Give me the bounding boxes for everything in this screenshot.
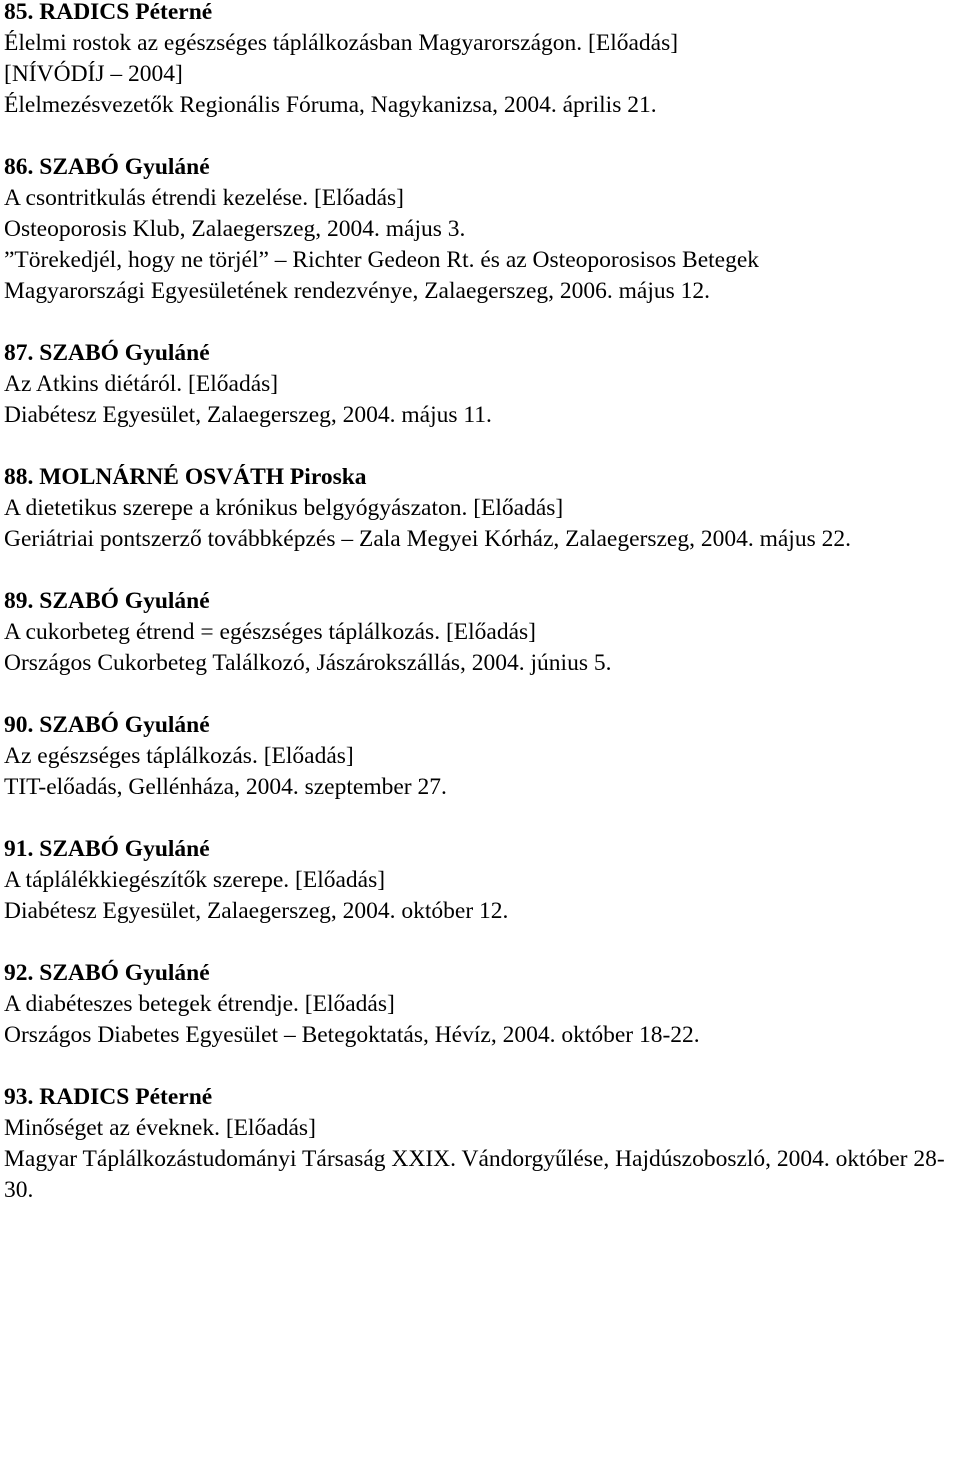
entry-number: 90. xyxy=(4,712,34,738)
entry-venue: Országos Cukorbeteg Találkozó, Jászárokszállás, 2004. június 5. xyxy=(4,650,612,676)
entry-number: 86. xyxy=(4,154,34,180)
entry-title: A táplálékkiegészítők szerepe. [Előadás] xyxy=(4,867,386,893)
entry-venue: Magyarországi Egyesületének rendezvénye, Zalaegerszeg, 2006. május 12. xyxy=(4,278,711,304)
entry-author: SZABÓ Gyuláné xyxy=(39,960,210,986)
list-item xyxy=(4,586,956,679)
list-item xyxy=(4,958,956,1051)
list-item xyxy=(4,338,956,431)
entry-title: Minőséget az éveknek. [Előadás] xyxy=(4,1115,316,1141)
list-item xyxy=(4,462,956,555)
entry-title: A cukorbeteg étrend = egészséges táplálkozás. [Előadás] xyxy=(4,619,536,645)
entry-author: SZABÓ Gyuláné xyxy=(39,154,210,180)
entry-title: Az Atkins diétáról. [Előadás] xyxy=(4,371,279,397)
entry-venue: Geriátriai pontszerző továbbképzés – Zala Megyei Kórház, Zalaegerszeg, 2004. május 22. xyxy=(4,526,851,552)
entry-venue: ”Törekedjél, hogy ne törjél” – Richter Gedeon Rt. és az Osteoporosisos Betegek xyxy=(4,247,760,273)
list-item xyxy=(4,834,956,927)
entry-number: 87. xyxy=(4,340,34,366)
entry-author: SZABÓ Gyuláné xyxy=(39,588,210,614)
entry-heading xyxy=(4,1082,956,1113)
entry-author: SZABÓ Gyuláné xyxy=(39,836,210,862)
entry-venue: Országos Diabetes Egyesület – Betegoktatás, Hévíz, 2004. október 18-22. xyxy=(4,1022,700,1048)
entry-title: Élelmi rostok az egészséges táplálkozásban Magyarországon. [Előadás] xyxy=(4,30,679,56)
entry-author: MOLNÁRNÉ OSVÁTH Piroska xyxy=(39,464,367,490)
entry-venue: Osteoporosis Klub, Zalaegerszeg, 2004. május 3. xyxy=(4,216,466,242)
entry-heading xyxy=(4,958,956,989)
list-item xyxy=(4,0,956,121)
entry-heading xyxy=(4,462,956,493)
entry-award: [NÍVÓDÍJ – 2004] xyxy=(4,61,183,87)
entry-venue: Élelmezésvezetők Regionális Fóruma, Nagykanizsa, 2004. április 21. xyxy=(4,92,657,118)
entry-author: SZABÓ Gyuláné xyxy=(39,340,210,366)
entry-title: A csontritkulás étrendi kezelése. [Előadás] xyxy=(4,185,405,211)
entry-heading xyxy=(4,152,956,183)
entry-heading xyxy=(4,834,956,865)
entry-author: RADICS Péterné xyxy=(39,1084,213,1110)
list-item xyxy=(4,710,956,803)
entry-venue: TIT-előadás, Gellénháza, 2004. szeptember 27. xyxy=(4,774,447,800)
publication-list xyxy=(4,0,956,1206)
entry-heading xyxy=(4,710,956,741)
entry-author: SZABÓ Gyuláné xyxy=(39,712,210,738)
list-item xyxy=(4,1082,956,1206)
list-item xyxy=(4,152,956,307)
entry-number: 91. xyxy=(4,836,34,862)
entry-venue: Diabétesz Egyesület, Zalaegerszeg, 2004. május 11. xyxy=(4,402,492,428)
entry-heading xyxy=(4,0,956,28)
entry-number: 85. xyxy=(4,0,34,25)
entry-number: 88. xyxy=(4,464,34,490)
entry-number: 93. xyxy=(4,1084,34,1110)
entry-title: A dietetikus szerepe a krónikus belgyógyászaton. [Előadás] xyxy=(4,495,564,521)
entry-number: 89. xyxy=(4,588,34,614)
entry-heading xyxy=(4,338,956,369)
entry-venue: Diabétesz Egyesület, Zalaegerszeg, 2004. október 12. xyxy=(4,898,509,924)
entry-author: RADICS Péterné xyxy=(39,0,213,25)
entry-venue: Magyar Táplálkozástudományi Társaság XXIX. Vándorgyűlése, Hajdúszoboszló, 2004. október 28-30. xyxy=(4,1146,945,1203)
entry-heading xyxy=(4,586,956,617)
entry-title: Az egészséges táplálkozás. [Előadás] xyxy=(4,743,354,769)
entry-title: A diabéteszes betegek étrendje. [Előadás] xyxy=(4,991,395,1017)
entry-number: 92. xyxy=(4,960,34,986)
